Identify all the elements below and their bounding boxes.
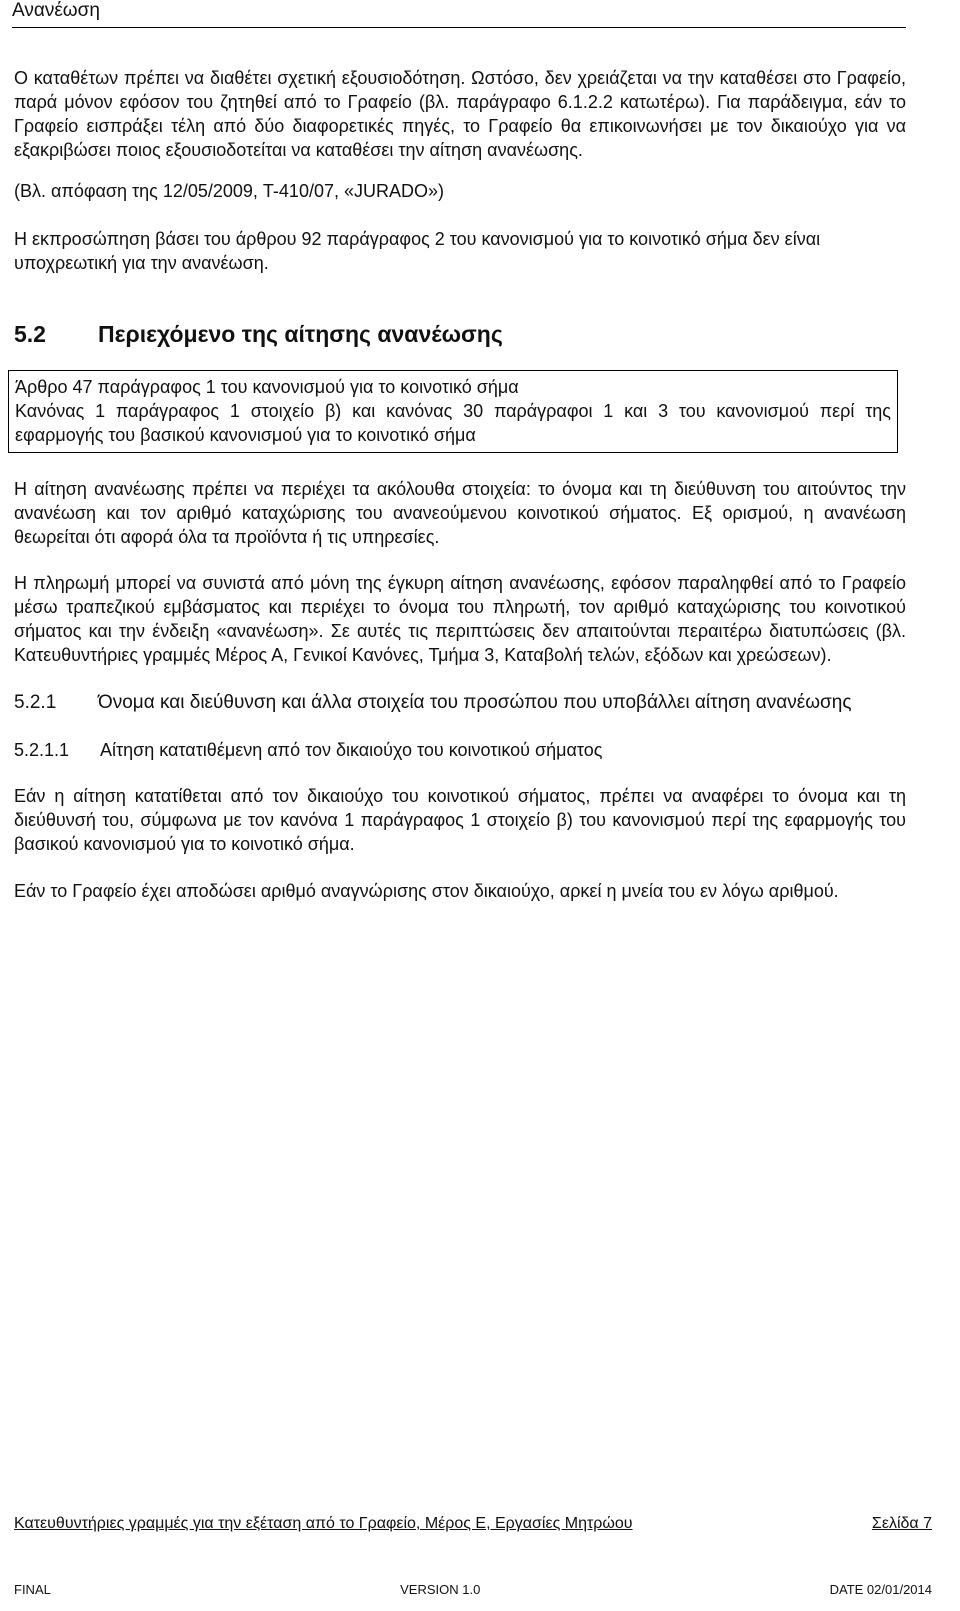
subsection-title: Όνομα και διεύθυνση και άλλα στοιχεία του προσώπου που υποβάλλει αίτηση ανανέωσης: [98, 692, 852, 713]
paragraph-authorization: Ο καταθέτων πρέπει να διαθέτει σχετική εξουσιοδότηση. Ωστόσο, δεν χρειάζεται να την καταθέσει στο Γραφείο, παρά μόνον εφόσον του ζητηθεί από το Γραφείο (βλ. παράγραφο 6.1.2.2 κατωτέρω). Για παράδειγμα, εάν το Γραφείο εισπράξει τέλη από δύο διαφορετικές πηγές, το Γραφείο θα επικοινωνήσει με τον δικαιούχο για να εξακριβώσει ποιος εξουσιοδοτείται να καταθέσει την αίτηση ανανέωσης.: [14, 68, 906, 160]
paragraph-representation: Η εκπροσώπηση βάσει του άρθρου 92 παράγραφος 2 του κανονισμού για το κοινοτικό σήμα δεν είναι υποχρεωτική για την ανανέωση.: [14, 229, 821, 273]
section-heading: [14, 320, 906, 348]
header-divider: [12, 27, 906, 28]
document-body: [14, 66, 906, 903]
footer-date: DATE 02/01/2014: [829, 1582, 932, 1597]
subsection-number: 5.2.1: [14, 692, 57, 713]
footer-status: FINAL: [14, 1582, 51, 1597]
legal-reference-line-1: Άρθρο 47 παράγραφος 1 του κανονισμού για το κοινοτικό σήμα: [15, 377, 519, 397]
subsubsection-title: Αίτηση κατατιθέμενη από τον δικαιούχο του κοινοτικού σήματος: [100, 740, 603, 760]
subsubsection-heading: [14, 738, 906, 762]
footer-version: VERSION 1.0: [400, 1582, 481, 1597]
footer-guidelines-text: Κατευθυντήριες γραμμές για την εξέταση από το Γραφείο, Μέρος Ε, Εργασίες Μητρώου: [14, 1515, 633, 1532]
section-number: 5.2: [14, 321, 46, 347]
section-title: Περιεχόμενο της αίτησης ανανέωσης: [98, 321, 503, 347]
footer-version-line: [14, 1582, 932, 1597]
page-header-title: Ανανέωση: [12, 0, 100, 21]
legal-reference-line-2: Κανόνας 1 παράγραφος 1 στοιχείο β) και κανόνας 30 παράγραφοι 1 και 3 του κανονισμού περί της εφαρμογής του βασικού κανονισμού για το κοινοτικό σήμα: [15, 401, 891, 445]
footer-page-number: Σελίδα 7: [871, 1515, 932, 1532]
subsubsection-number: 5.2.1.1: [14, 740, 70, 760]
paragraph-case-reference: (Βλ. απόφαση της 12/05/2009, T-410/07, «JURADO»): [14, 181, 444, 201]
paragraph-required-elements: Η αίτηση ανανέωσης πρέπει να περιέχει τα ακόλουθα στοιχεία: το όνομα και τη διεύθυνση του αιτούντος την ανανέωση και τον αριθμό καταχώρισης του ανανεούμενου κοινοτικού σήματος. Εξ ορισμού, η ανανέωση θεωρείται ότι αφορά όλα τα προϊόντα ή τις υπηρεσίες.: [14, 479, 906, 547]
footer-guidelines-line: [14, 1515, 932, 1533]
paragraph-id-number: Εάν το Γραφείο έχει αποδώσει αριθμό αναγνώρισης στον δικαιούχο, αρκεί η μνεία του εν λόγω αριθμού.: [14, 881, 839, 901]
subsection-heading: [14, 689, 906, 716]
paragraph-holder-filing: Εάν η αίτηση κατατίθεται από τον δικαιούχο του κοινοτικού σήματος, πρέπει να αναφέρει το όνομα και τη διεύθυνσή του, σύμφωνα με τον κανόνα 1 παράγραφος 1 στοιχείο β) του κανονισμού περί της εφαρμογής του βασικού κανονισμού για το κοινοτικό σήμα.: [14, 786, 906, 854]
paragraph-payment: Η πληρωμή μπορεί να συνιστά από μόνη της έγκυρη αίτηση ανανέωσης, εφόσον παραληφθεί από το Γραφείο μέσω τραπεζικού εμβάσματος και περιέχει το όνομα του πληρωτή, τον αριθμό καταχώρισης του κοινοτικού σήματος και την ένδειξη «ανανέωση». Σε αυτές τις περιπτώσεις δεν απαιτούνται περαιτέρω διατυπώσεις (βλ. Κατευθυντήριες γραμμές Μέρος Α, Γενικοί Κανόνες, Τμήμα 3, Καταβολή τελών, εξόδων και χρεώσεων).: [14, 573, 906, 665]
legal-reference-box: [8, 370, 898, 453]
